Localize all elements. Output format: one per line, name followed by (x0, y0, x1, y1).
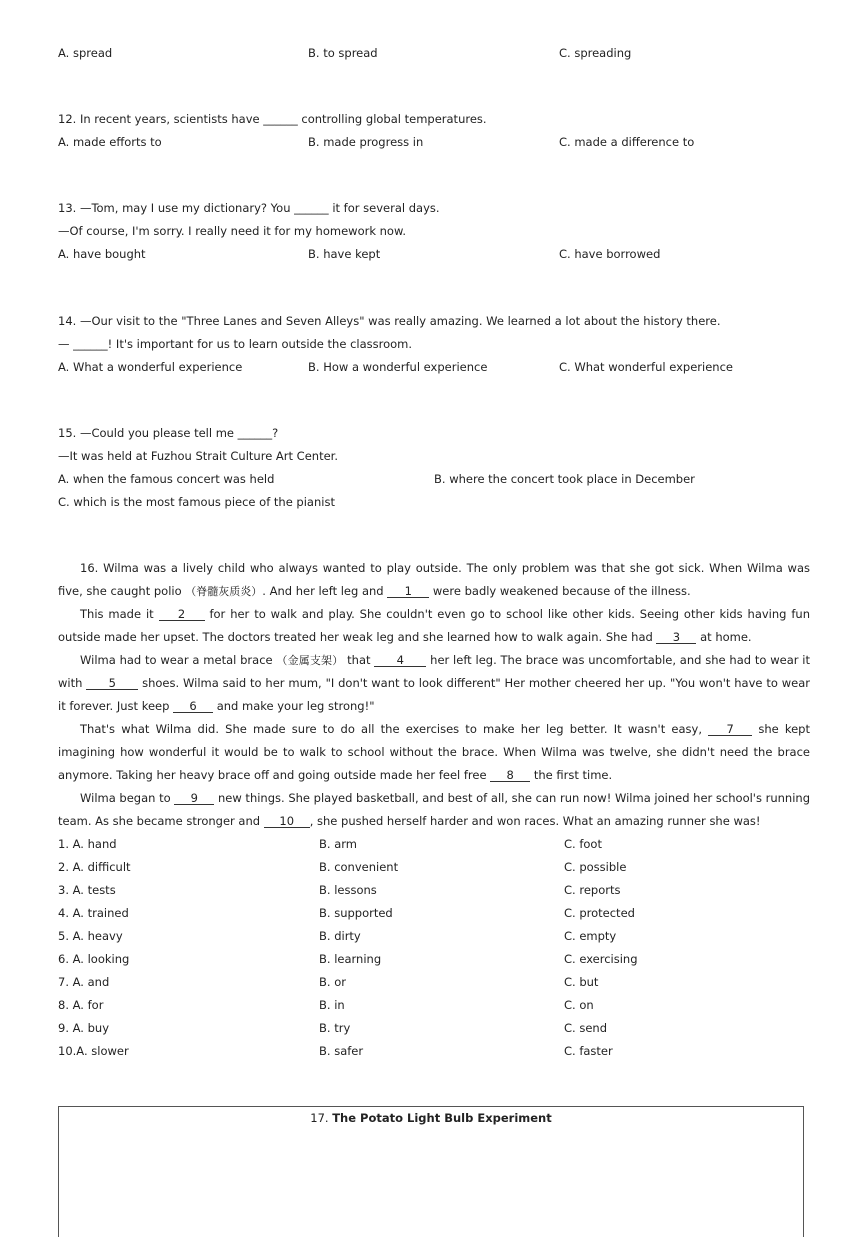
q11-option-b: B. to spread (308, 46, 378, 60)
text: shoes. Wilma said to her mum, "I don't want to look different" Her mother cheered her up. "You won't have to wear it forever. Just keep (58, 676, 810, 713)
text: That's what Wilma did. She made sure to do all the exercises to make her leg better. It wasn't easy, (80, 722, 709, 736)
option-row-4-a: 4. A. trained (58, 906, 129, 920)
option-row-9-a: 9. A. buy (58, 1021, 109, 1035)
text: that (343, 653, 375, 667)
text: at home. (696, 630, 752, 644)
q16-paragraph-2 (58, 603, 810, 649)
option-row-6-b: B. learning (319, 952, 382, 966)
option-row-5-c: C. empty (564, 929, 617, 943)
option-row-5-a: 5. A. heavy (58, 929, 123, 943)
option-row-9-b: B. try (319, 1021, 351, 1035)
option-row-1-b: B. arm (319, 837, 357, 851)
blank-3: 3 (656, 631, 696, 644)
blank-5: 5 (86, 677, 138, 690)
q14-option-b: B. How a wonderful experience (308, 360, 488, 374)
option-row-4-b: B. supported (319, 906, 393, 920)
option-row-8-b: B. in (319, 998, 345, 1012)
blank-6: 6 (173, 700, 213, 713)
option-row-8-a: 8. A. for (58, 998, 104, 1012)
text: the first time. (530, 768, 613, 782)
blank-1: 1 (387, 585, 429, 598)
option-row-3-b: B. lessons (319, 883, 377, 897)
q16-paragraph-3 (58, 649, 810, 718)
q13-option-b: B. have kept (308, 247, 381, 261)
q11-option-c: C. spreading (559, 46, 632, 60)
q15-option-b: B. where the concert took place in December (434, 472, 695, 486)
q14-option-c: C. What wonderful experience (559, 360, 733, 374)
option-row-2-b: B. convenient (319, 860, 399, 874)
q15-line2: —It was held at Fuzhou Strait Culture Art Center. (58, 449, 338, 463)
option-row-1-c: C. foot (564, 837, 602, 851)
q16-paragraph-4 (58, 718, 810, 787)
blank-2: 2 (159, 608, 205, 621)
text: and make your leg strong!" (213, 699, 375, 713)
q13-line2: —Of course, I'm sorry. I really need it for my homework now. (58, 224, 406, 238)
q12-option-c: C. made a difference to (559, 135, 695, 149)
blank-7: 7 (708, 723, 752, 736)
option-row-6-a: 6. A. looking (58, 952, 130, 966)
option-row-6-c: C. exercising (564, 952, 638, 966)
q17-number: 17. (310, 1111, 333, 1125)
option-row-7-a: 7. A. and (58, 975, 110, 989)
q16-paragraph-5 (58, 787, 810, 833)
option-row-10-a: 10.A. slower (58, 1044, 129, 1058)
blank-9: 9 (174, 792, 214, 805)
text: 16. Wilma was a lively child who always wanted to play outside. The only problem was that she got sick. When Wilma was five, she caught polio (58, 561, 810, 598)
text: , she pushed herself harder and won races. What an amazing runner she was! (309, 814, 761, 828)
option-row-10-c: C. faster (564, 1044, 613, 1058)
q14-line2: — ______! It's important for us to learn outside the classroom. (58, 337, 413, 351)
option-row-7-b: B. or (319, 975, 346, 989)
q11-option-a: A. spread (58, 46, 113, 60)
q17-title-text: The Potato Light Bulb Experiment (332, 1111, 552, 1125)
q16-paragraph-1 (58, 557, 810, 603)
option-row-1-a: 1. A. hand (58, 837, 117, 851)
text: for her to walk and play. She couldn't even go to school like other kids. Seeing other kids having fun outside made her upset. The doctors treated her weak leg and she learned how to walk again. She had (58, 607, 810, 644)
q13-option-c: C. have borrowed (559, 247, 661, 261)
q12-stem: 12. In recent years, scientists have ______ controlling global temperatures. (58, 112, 487, 126)
q13-option-a: A. have bought (58, 247, 146, 261)
option-row-5-b: B. dirty (319, 929, 361, 943)
q12-option-b: B. made progress in (308, 135, 424, 149)
q15-stem: 15. —Could you please tell me ______? (58, 426, 279, 440)
q14-option-a: A. What a wonderful experience (58, 360, 243, 374)
text: Wilma began to (80, 791, 175, 805)
text: she kept imagining how wonderful it would be to walk to school without the brace. When Wilma was twelve, she didn't need the brace anymore. Taking her heavy brace off and going outside made her feel free (58, 722, 810, 782)
blank-4: 4 (374, 654, 426, 667)
option-row-8-c: C. on (564, 998, 594, 1012)
option-row-2-c: C. possible (564, 860, 627, 874)
text: her left leg. The brace was uncomfortable, and she had to wear it with (58, 653, 810, 690)
q12-option-a: A. made efforts to (58, 135, 162, 149)
q15-option-a: A. when the famous concert was held (58, 472, 275, 486)
blank-10: 10 (264, 815, 310, 828)
chinese-gloss: （金属支架） (276, 654, 344, 667)
option-row-3-a: 3. A. tests (58, 883, 116, 897)
q15-option-c: C. which is the most famous piece of the pianist (58, 495, 335, 509)
q17-title (59, 1111, 803, 1125)
blank-8: 8 (490, 769, 530, 782)
option-row-4-c: C. protected (564, 906, 635, 920)
q17-box (58, 1106, 804, 1237)
text: were badly weakened because of the illness. (429, 584, 691, 598)
text: Wilma had to wear a metal brace (80, 653, 277, 667)
text: new things. She played basketball, and best of all, she can run now! Wilma joined her school's running team. As she became stronger and (58, 791, 811, 828)
option-row-2-a: 2. A. difficult (58, 860, 131, 874)
option-row-9-c: C. send (564, 1021, 607, 1035)
chinese-gloss: （脊髓灰质炎） (185, 585, 263, 598)
option-row-3-c: C. reports (564, 883, 621, 897)
text: . And her left leg and (262, 584, 388, 598)
q14-stem: 14. —Our visit to the "Three Lanes and Seven Alleys" was really amazing. We learned a lot about the history there. (58, 314, 721, 328)
q16-passage (58, 557, 810, 833)
text: This made it (80, 607, 159, 621)
option-row-10-b: B. safer (319, 1044, 364, 1058)
option-row-7-c: C. but (564, 975, 599, 989)
q13-stem: 13. —Tom, may I use my dictionary? You ______ it for several days. (58, 201, 440, 215)
